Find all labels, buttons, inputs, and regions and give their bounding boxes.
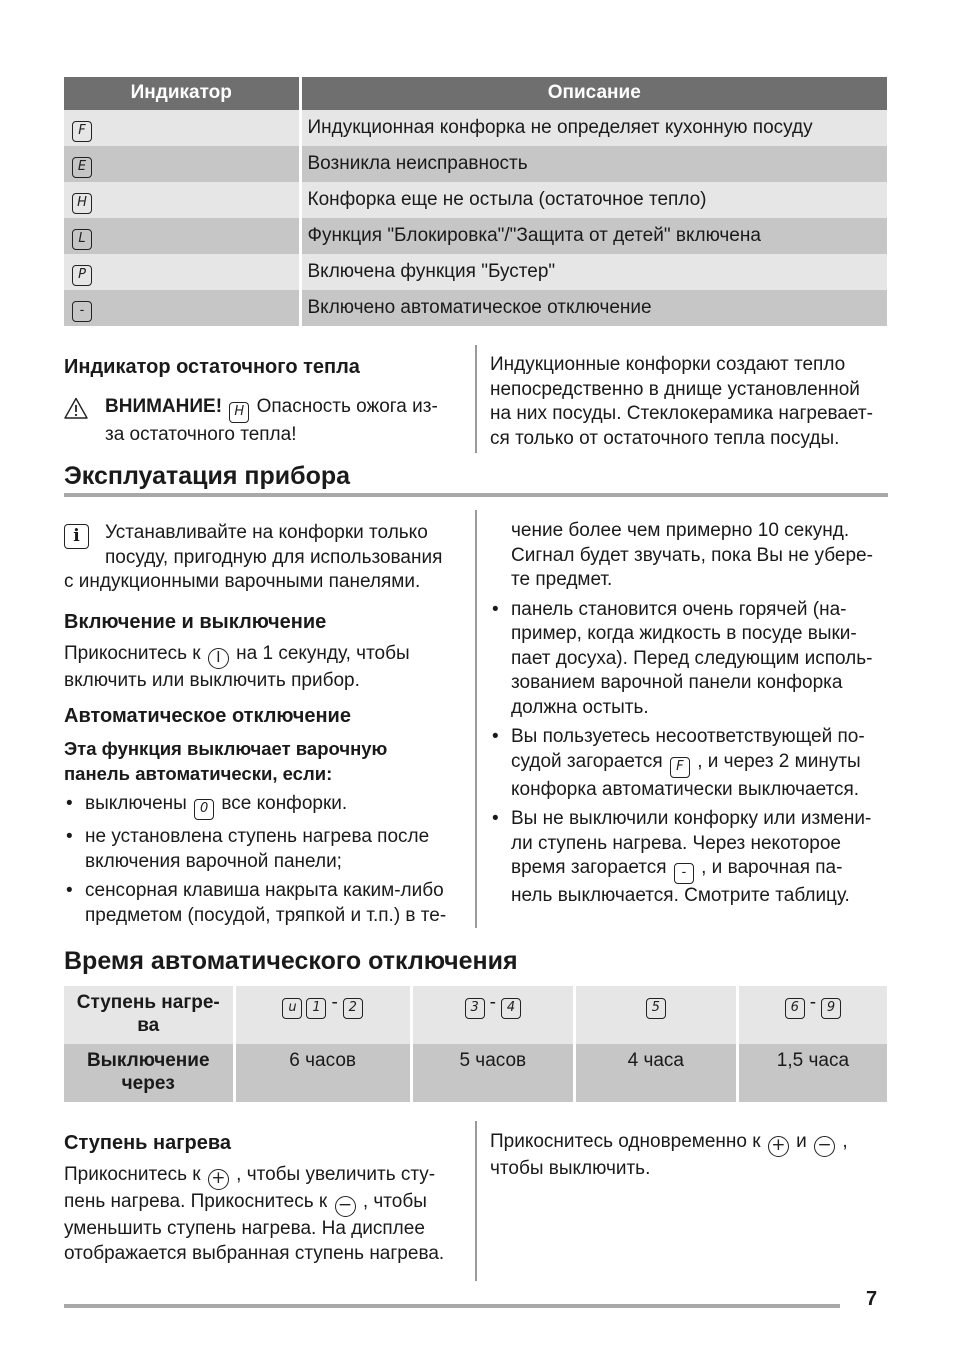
row-description: Функция "Блокировка"/"Защита от детей" включена bbox=[300, 218, 887, 254]
operation-title: Эксплуатация прибора bbox=[64, 462, 351, 490]
text-line: с индукционными варочными панелями. bbox=[64, 571, 421, 592]
page-number: 7 bbox=[866, 1288, 878, 1310]
text-line: Устанавливайте на конфорки только bbox=[105, 522, 428, 543]
table-row bbox=[64, 110, 887, 146]
display-l-icon: L bbox=[72, 229, 92, 250]
text-line: непосредственно в днище установленной bbox=[490, 378, 860, 400]
table-row bbox=[64, 1044, 887, 1102]
list-item: • Вы пользуетесь несоответствующей по- судой загорается F , и через 2 минуты конфорка автоматически выключается. bbox=[490, 725, 900, 802]
operation-left-column bbox=[64, 521, 469, 933]
heat-level-off-note bbox=[490, 1130, 900, 1182]
display-9-icon: 9 bbox=[821, 998, 841, 1019]
time-cell: 5 часов bbox=[411, 1044, 574, 1102]
time-cell: 1,5 часа bbox=[737, 1044, 887, 1102]
display-2-icon: 2 bbox=[343, 998, 363, 1019]
text-line: чтобы выключить. bbox=[490, 1158, 651, 1179]
minus-icon: − bbox=[814, 1136, 835, 1157]
indicator-table bbox=[64, 77, 887, 326]
text-line: Прикоснитесь одновременно к + и − , bbox=[490, 1131, 848, 1155]
text-line: на них посуды. Стеклокерамика нагревает- bbox=[490, 403, 873, 424]
residual-heat-section bbox=[64, 354, 464, 448]
list-item: • не установлена ступень нагрева после включения варочной панели; bbox=[64, 825, 469, 874]
display-dash-icon: - bbox=[72, 301, 92, 322]
table-row bbox=[64, 218, 887, 254]
onoff-title: Включение и выключение bbox=[64, 610, 327, 633]
text-line: Индукционные конфорки создают тепло bbox=[490, 354, 846, 375]
row-header-off-after: Выключение через bbox=[64, 1044, 234, 1102]
display-4-icon: 4 bbox=[501, 998, 521, 1019]
display-f-icon: F bbox=[670, 757, 690, 778]
display-e-icon: E bbox=[72, 157, 92, 178]
onoff-text: Прикоснитесь к I на 1 секунду, чтобы bbox=[64, 642, 469, 669]
heat-level-cell: 6 - 9 bbox=[737, 986, 887, 1044]
table-row bbox=[64, 254, 887, 290]
warning-note bbox=[64, 395, 464, 448]
display-3-icon: 3 bbox=[465, 998, 485, 1019]
heat-level-title: Ступень нагрева bbox=[64, 1132, 232, 1154]
power-icon: I bbox=[208, 648, 229, 669]
row-description: Включена функция "Бустер" bbox=[300, 254, 887, 290]
row-description: Включено автоматическое отключение bbox=[300, 290, 887, 326]
footer-rule bbox=[64, 1304, 840, 1308]
info-icon: i bbox=[64, 524, 89, 549]
table-row bbox=[64, 146, 887, 182]
time-cell: 6 часов bbox=[234, 1044, 411, 1102]
row-description: Возникла неисправность bbox=[300, 146, 887, 182]
list-item: • Вы не выключили конфорку или измени- ли ступень нагрева. Через некоторое время загорается - , и варочная па- нель выключается. Смотрите таблицу. bbox=[490, 807, 900, 909]
header-indicator: Индикатор bbox=[64, 77, 300, 110]
table-row bbox=[64, 182, 887, 218]
warning-label: ВНИМАНИЕ! bbox=[105, 396, 223, 417]
time-cell: 4 часа bbox=[574, 1044, 737, 1102]
minus-icon: − bbox=[335, 1196, 356, 1217]
continued-text: чение более чем примерно 10 секунд. Сигнал будет звучать, пока Вы не убере- те предмет. bbox=[511, 520, 873, 590]
row-description: Индукционная конфорка не определяет кухонную посуду bbox=[300, 110, 887, 146]
display-p-icon: P bbox=[72, 265, 92, 286]
auto-off-list bbox=[64, 792, 469, 928]
header-description: Описание bbox=[300, 77, 887, 110]
auto-off-intro: Эта функция выключает варочную панель автоматически, если: bbox=[64, 738, 388, 784]
display-dash-icon: - bbox=[674, 863, 694, 884]
display-5-icon: 5 bbox=[646, 998, 666, 1019]
warning-text: Опасность ожога из- bbox=[256, 396, 438, 417]
column-divider bbox=[475, 1121, 477, 1281]
display-h-icon: H bbox=[229, 402, 249, 423]
display-u-icon: u bbox=[282, 998, 302, 1019]
column-divider bbox=[475, 345, 477, 453]
display-0-icon: 0 bbox=[194, 799, 214, 820]
plus-icon: + bbox=[768, 1136, 789, 1157]
row-header-heat-level: Ступень нагре- ва bbox=[64, 986, 234, 1044]
list-item: • панель становится очень горячей (на- пример, когда жидкость в посуде выки- пает досуха). Перед следующим исполь- зованием варочной панели конфорка должна остыть. bbox=[490, 598, 900, 721]
section-rule bbox=[64, 493, 888, 497]
text-line: Прикоснитесь к + , чтобы увеличить сту- bbox=[64, 1164, 436, 1188]
text-line: ся только от остаточного тепла посуды. bbox=[490, 427, 840, 449]
text-line: посуду, пригодную для использования bbox=[105, 546, 443, 568]
row-description: Конфорка еще не остыла (остаточное тепло) bbox=[300, 182, 887, 218]
text-line: пень нагрева. Прикоснитесь к − , чтобы bbox=[64, 1191, 427, 1215]
column-divider bbox=[475, 510, 477, 928]
heat-level-section bbox=[64, 1130, 469, 1266]
auto-off-time-table bbox=[64, 986, 887, 1102]
auto-off-title: Автоматическое отключение bbox=[64, 705, 351, 727]
display-h-icon: H bbox=[72, 193, 92, 214]
heat-level-cell: 3 - 4 bbox=[411, 986, 574, 1044]
display-f-icon: F bbox=[72, 121, 92, 142]
list-item: • сенсорная клавиша накрыта каким-либо предметом (посудой, тряпкой и т.п.) в те- bbox=[64, 879, 469, 928]
auto-off-time-title: Время автоматического отключения bbox=[64, 947, 518, 975]
warning-text: за остаточного тепла! bbox=[105, 424, 297, 445]
auto-off-list-continued bbox=[490, 598, 900, 909]
table-row bbox=[64, 290, 887, 326]
warning-icon bbox=[64, 397, 88, 419]
heat-level-cell: u 1 - 2 bbox=[234, 986, 411, 1044]
text-line: отображается выбранная ступень нагрева. bbox=[64, 1242, 445, 1264]
info-note bbox=[64, 521, 469, 595]
display-1-icon: 1 bbox=[306, 998, 326, 1019]
plus-icon: + bbox=[208, 1169, 229, 1190]
table-row bbox=[64, 986, 887, 1044]
residual-heat-info bbox=[490, 353, 900, 451]
residual-heat-title: Индикатор остаточного тепла bbox=[64, 356, 360, 378]
heat-level-cell bbox=[574, 986, 737, 1044]
text-line: уменьшить ступень нагрева. На дисплее bbox=[64, 1218, 425, 1239]
operation-right-column bbox=[490, 519, 900, 914]
text-line: включить или выключить прибор. bbox=[64, 669, 360, 691]
list-item: • выключены 0 все конфорки. bbox=[64, 792, 469, 820]
display-6-icon: 6 bbox=[785, 998, 805, 1019]
